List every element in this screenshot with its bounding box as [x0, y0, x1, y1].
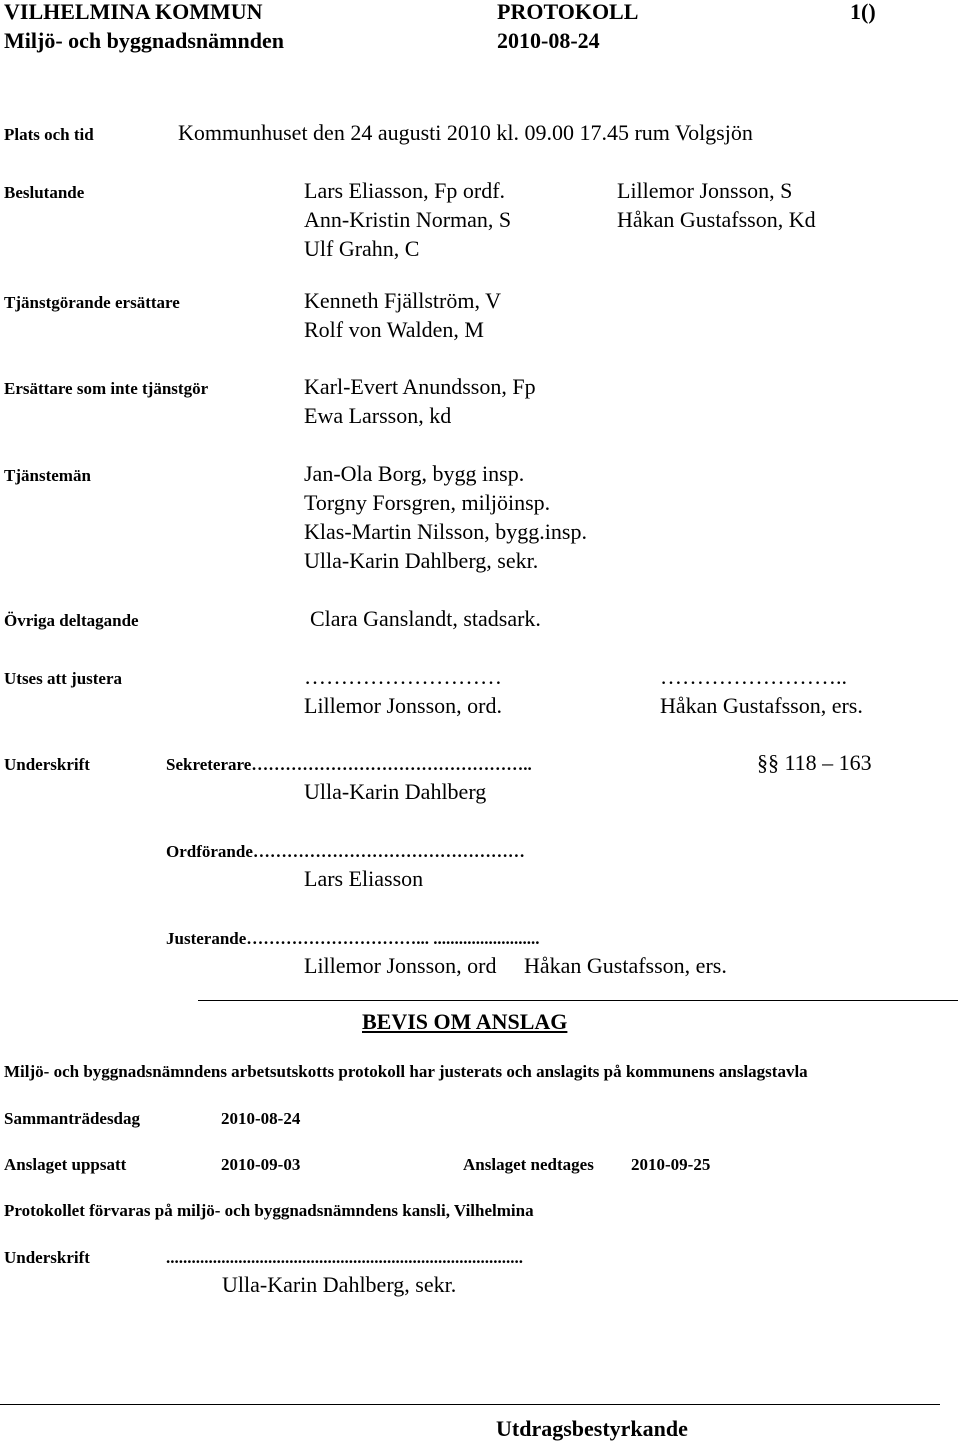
deciding-member: Lars Eliasson, Fp ordf.	[304, 178, 506, 203]
deciding-member: Ulf Grahn, C	[304, 236, 420, 261]
nonserving-sub: Karl-Evert Anundsson, Fp	[304, 374, 536, 399]
place-label: Plats och tid	[4, 125, 94, 144]
official: Klas-Martin Nilsson, bygg.insp.	[304, 519, 587, 544]
deciding-label: Beslutande	[4, 183, 85, 202]
meeting-date: 2010-08-24	[221, 1109, 301, 1128]
secretary-name: Ulla-Karin Dahlberg	[304, 779, 487, 804]
nonserving-sub: Ewa Larsson, kd	[304, 403, 452, 428]
board-name: Miljö- och byggnadsnämnden	[4, 28, 284, 53]
org-name: VILHELMINA KOMMUN	[4, 0, 263, 24]
document-type: PROTOKOLL	[497, 0, 639, 24]
nonserving-subs-label: Ersättare som inte tjänstgör	[4, 379, 209, 398]
adjuster-name: Lillemor Jonsson, ord.	[304, 693, 502, 718]
other-participant: Clara Ganslandt, stadsark.	[310, 606, 541, 631]
footer-line	[0, 1404, 940, 1405]
notice-title: BEVIS OM ANSLAG	[362, 1009, 568, 1034]
serving-sub: Kenneth Fjällström, V	[304, 288, 501, 313]
adjust-dots-left: ………………………	[304, 664, 502, 689]
adjust-label: Utses att justera	[4, 669, 123, 688]
others-label: Övriga deltagande	[4, 611, 139, 630]
deciding-member: Ann-Kristin Norman, S	[304, 207, 512, 232]
notice-statement: Miljö- och byggnadsnämndens arbetsutskotts protokoll har justerats och anslagits på kommunens anslagstavla	[4, 1062, 808, 1081]
notice-signature-label: Underskrift	[4, 1248, 90, 1267]
official: Torgny Forsgren, miljöinsp.	[304, 490, 551, 515]
excerpt-certification: Utdragsbestyrkande	[496, 1416, 688, 1441]
posted-date: 2010-09-03	[221, 1155, 301, 1174]
adjusters-signature-line: Justerande…………………………... .........................	[166, 929, 540, 948]
paragraph-range: §§ 118 – 163	[757, 750, 872, 775]
page-number: 1()	[850, 0, 876, 24]
chair-name: Lars Eliasson	[304, 866, 424, 891]
removed-date: 2010-09-25	[631, 1155, 711, 1174]
secretary-signature-line: Sekreterare…………………………………………..	[166, 755, 532, 774]
official: Ulla-Karin Dahlberg, sekr.	[304, 548, 539, 573]
adjuster-name: Håkan Gustafsson, ers.	[660, 693, 863, 718]
meeting-date-label: Sammanträdesdag	[4, 1109, 141, 1128]
removed-label: Anslaget nedtages	[463, 1155, 594, 1174]
signature-label: Underskrift	[4, 755, 90, 774]
adjusters-names: Lillemor Jonsson, ord Håkan Gustafsson, ers.	[304, 953, 727, 978]
kept-statement: Protokollet förvaras på miljö- och byggnadsnämndens kansli, Vilhelmina	[4, 1201, 534, 1220]
posted-label: Anslaget uppsatt	[4, 1155, 127, 1174]
serving-sub: Rolf von Walden, M	[304, 317, 484, 342]
chair-signature-line: Ordförande…………………………………………	[166, 842, 525, 861]
official: Jan-Ola Borg, bygg insp.	[304, 461, 525, 486]
notice-signature-dots: ....................................................................................	[166, 1248, 523, 1267]
deciding-member: Lillemor Jonsson, S	[617, 178, 793, 203]
separator-line	[198, 1000, 958, 1001]
adjust-dots-right: ……………………..	[660, 664, 847, 689]
notice-signature-name: Ulla-Karin Dahlberg, sekr.	[222, 1272, 457, 1297]
place-value: Kommunhuset den 24 augusti 2010 kl. 09.00 17.45 rum Volgsjön	[178, 120, 753, 145]
serving-subs-label: Tjänstgörande ersättare	[4, 293, 180, 312]
deciding-member: Håkan Gustafsson, Kd	[617, 207, 816, 232]
officials-label: Tjänstemän	[4, 466, 91, 485]
document-date: 2010-08-24	[497, 28, 600, 53]
